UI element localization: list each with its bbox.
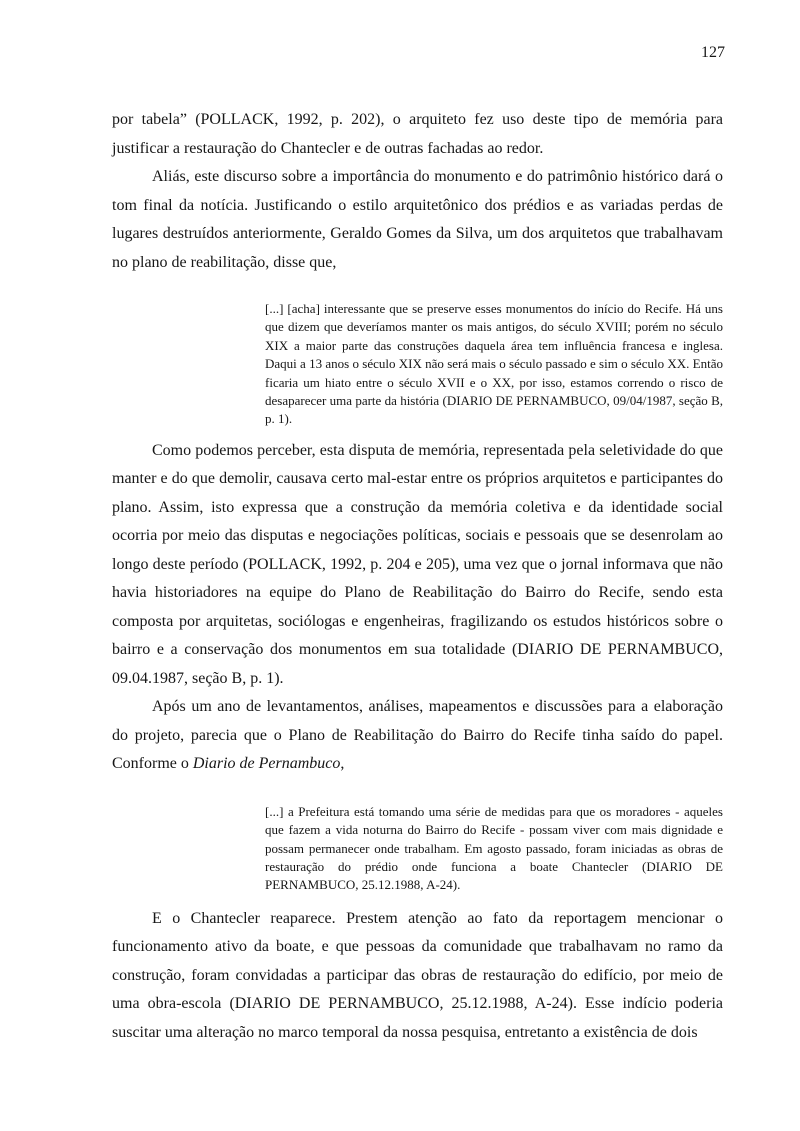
page-number: 127 <box>701 44 725 61</box>
blockquote-citation-2: [...] a Prefeitura está tomando uma série de medidas para que os moradores - aqueles que fazem a vida noturna do Bairro do Recife - possam viver com mais dignidade e possam permanecer onde trabalham. Em agosto passado, foram iniciadas as obras de restauração do prédio onde funciona a boate Chantecler (DIARIO DE PERNAMBUCO, 25.12.1988, A-24). <box>265 803 723 893</box>
paragraph-4 <box>112 693 723 779</box>
page-content <box>112 106 723 1047</box>
paragraph-5: E o Chantecler reaparece. Prestem atenção ao fato da reportagem mencionar o funcionamento ativo da boate, e que pessoas da comunidade que trabalhavam no ramo da construção, foram convidadas a participar das obras de restauração do edifício, por meio de uma obra-escola (DIARIO DE PERNAMBUCO, 25.12.1988, A-24). Esse indício poderia suscitar uma alteração no marco temporal da nossa pesquisa, entretanto a existência de dois <box>112 909 723 1041</box>
paragraph-2: Aliás, este discurso sobre a importância do monumento e do patrimônio histórico dará o tom final da notícia. Justificando o estilo arquitetônico dos prédios e as variadas perdas de lugares destruídos anteriormente, Geraldo Gomes da Silva, um dos arquitetos que trabalhavam no plano de reabilitação, disse que, <box>112 168 723 271</box>
paragraph-4-trailing-comma: , <box>340 755 345 773</box>
paragraph-3: Como podemos perceber, esta disputa de memória, representada pela seletividade do que manter e do que demolir, causava certo mal-estar entre os próprios arquitetos e participantes do plano. Assim, isto expressa que a construção da memória coletiva e da identidade social ocorria por meio das disputas e negociações políticas, sociais e pessoais que se desenrolam ao longo deste período (POLLACK, 1992, p. 204 e 205), uma vez que o jornal informava que não havia historiadores na equipe do Plano de Reabilitação do Bairro do Recife, sendo esta composta por arquitetas, sociólogas e engenheiras, fragilizando os estudos históricos sobre o bairro e a conservação dos monumentos em sua totalidade (DIARIO DE PERNAMBUCO, 09.04.1987, seção B, p. 1). <box>112 441 723 687</box>
paragraph-4-text: Após um ano de levantamentos, análises, mapeamentos e discussões para a elaboração do projeto, parecia que o Plano de Reabilitação do Bairro do Recife tinha saído do papel. Conforme o <box>112 698 723 773</box>
paragraph-1: por tabela” (POLLACK, 1992, p. 202), o arquiteto fez uso deste tipo de memória para justificar a restauração do Chantecler e de outras fachadas ao redor. <box>112 111 723 157</box>
blockquote-citation-1: [...] [acha] interessante que se preserve esses monumentos do início do Recife. Há uns que dizem que deveríamos manter os mais antigos, do século XVIII; porém no século XIX a maior parte das construções daquela área tem influência francesa e inglesa. Daqui a 13 anos o século XIX não será mais o século passado e sim o século XX. Então ficaria um hiato entre o século XVII e o XX, por isso, estamos correndo o risco de desaparecer uma parte da história (DIARIO DE PERNAMBUCO, 09/04/1987, seção B, p. 1). <box>265 301 723 427</box>
newspaper-title: Diario de Pernambuco <box>192 755 341 773</box>
